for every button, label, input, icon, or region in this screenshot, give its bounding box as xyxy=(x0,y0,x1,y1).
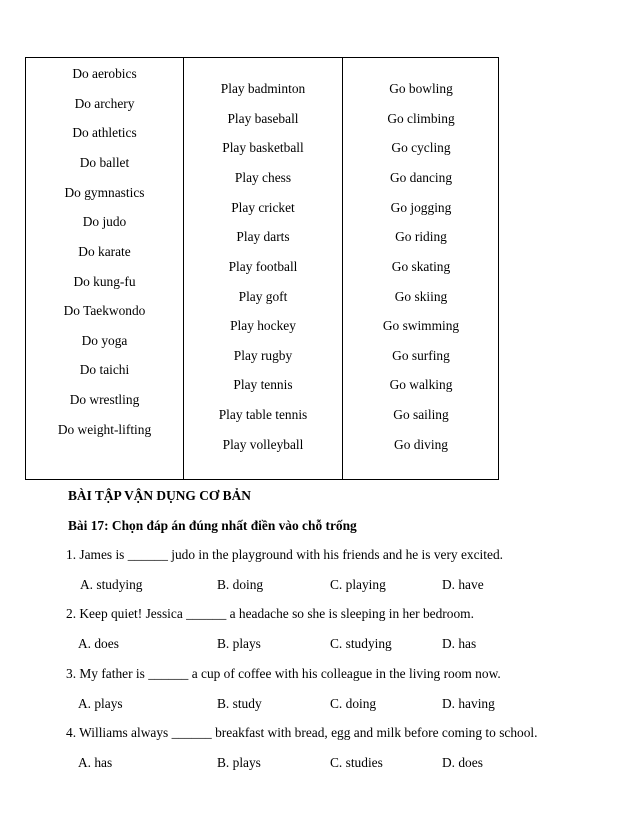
do-item: Do kung-fu xyxy=(73,274,136,289)
do-item: Do wrestling xyxy=(69,392,140,407)
option-a: A. studying xyxy=(80,577,143,592)
option-a: A. does xyxy=(78,636,119,651)
do-item: Do archery xyxy=(74,96,135,111)
play-item: Play badminton xyxy=(220,81,306,96)
play-item: Play chess xyxy=(234,170,292,185)
option-a: A. has xyxy=(78,755,113,770)
play-item: Play table tennis xyxy=(218,407,308,422)
play-item: Play tennis xyxy=(233,377,293,392)
play-item: Play basketball xyxy=(222,140,304,155)
option-d: D. have xyxy=(442,577,484,592)
go-item: Go diving xyxy=(394,437,448,452)
sports-verb-table xyxy=(25,57,499,480)
go-item: Go riding xyxy=(395,229,447,244)
question-4: 4. Williams always ______ breakfast with bread, egg and milk before coming to school. xyxy=(66,725,538,740)
do-item: Do yoga xyxy=(81,333,128,348)
option-a: A. plays xyxy=(78,696,123,711)
do-column xyxy=(26,58,183,479)
option-b: B. plays xyxy=(217,755,261,770)
option-b: B. study xyxy=(217,696,262,711)
play-column xyxy=(183,58,342,479)
do-item: Do gymnastics xyxy=(64,185,145,200)
question-1: 1. James is ______ judo in the playground with his friends and he is very excited. xyxy=(66,547,503,562)
go-item: Go dancing xyxy=(389,170,453,185)
do-item: Do karate xyxy=(78,244,131,259)
play-item: Play cricket xyxy=(231,200,295,215)
go-item: Go cycling xyxy=(391,140,451,155)
option-b: B. plays xyxy=(217,636,261,651)
question-3: 3. My father is ______ a cup of coffee with his colleague in the living room now. xyxy=(66,666,501,681)
go-item: Go jogging xyxy=(390,200,452,215)
do-item: Do ballet xyxy=(79,155,130,170)
do-item: Do taichi xyxy=(79,362,130,377)
go-column xyxy=(342,58,499,479)
do-item: Do judo xyxy=(82,214,127,229)
option-c: C. studies xyxy=(330,755,383,770)
option-b: B. doing xyxy=(217,577,264,592)
play-item: Play goft xyxy=(238,289,288,304)
play-item: Play football xyxy=(228,259,298,274)
go-item: Go skating xyxy=(391,259,451,274)
go-item: Go surfing xyxy=(392,348,450,363)
play-item: Play darts xyxy=(236,229,290,244)
do-item: Do athletics xyxy=(72,125,137,140)
play-item: Play hockey xyxy=(230,318,296,333)
play-item: Play volleyball xyxy=(222,437,304,452)
play-item: Play baseball xyxy=(227,111,299,126)
section-title: BÀI TẬP VẬN DỤNG CƠ BẢN xyxy=(68,488,251,503)
option-d: D. does xyxy=(442,755,483,770)
go-item: Go swimming xyxy=(382,318,460,333)
exercise-title: Bài 17: Chọn đáp án đúng nhất điền vào chỗ trống xyxy=(68,518,357,533)
go-item: Go climbing xyxy=(387,111,455,126)
go-item: Go walking xyxy=(389,377,453,392)
question-2: 2. Keep quiet! Jessica ______ a headache so she is sleeping in her bedroom. xyxy=(66,606,474,621)
option-d: D. has xyxy=(442,636,477,651)
option-d: D. having xyxy=(442,696,495,711)
do-item: Do Taekwondo xyxy=(63,303,146,318)
go-item: Go bowling xyxy=(389,81,453,96)
go-item: Go sailing xyxy=(393,407,449,422)
do-item: Do weight-lifting xyxy=(57,422,152,437)
option-c: C. studying xyxy=(330,636,392,651)
option-c: C. doing xyxy=(330,696,377,711)
go-item: Go skiing xyxy=(394,289,448,304)
option-c: C. playing xyxy=(330,577,386,592)
do-item: Do aerobics xyxy=(72,66,137,81)
play-item: Play rugby xyxy=(233,348,293,363)
